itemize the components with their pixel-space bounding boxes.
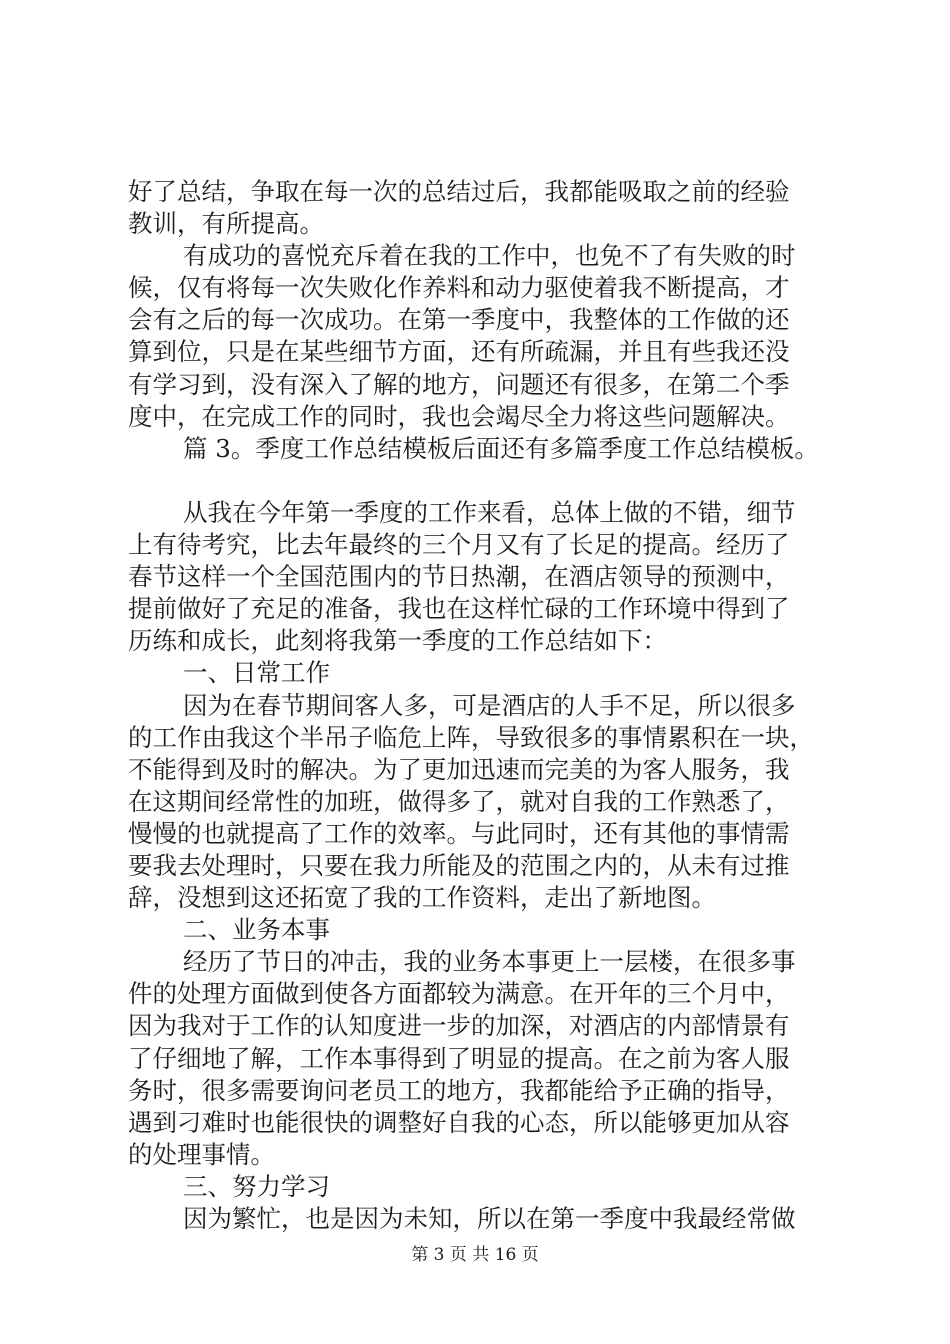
text-line: 算到位，只是在某些细节方面，还有所疏漏，并且有些我还没: [128, 337, 790, 367]
text-line: 好了总结，争取在每一次的总结过后，我都能吸取之前的经验: [128, 177, 790, 206]
text-line: 要我去处理时，只要在我力所能及的范围之内的，从未有过推: [128, 850, 790, 880]
text-line: 不能得到及时的解决。为了更加迅速而完美的为客人服务，我: [128, 754, 790, 784]
text-line: 辞，没想到这还拓宽了我的工作资料，走出了新地图。: [128, 883, 716, 913]
text-line: 因为在春节期间客人多，可是酒店的人手不足，所以很多: [183, 690, 796, 720]
blank-line: [128, 465, 828, 497]
text-line: 的工作由我这个半吊子临危上阵，导致很多的事情累积在一块，: [128, 722, 814, 752]
text-line: 的处理事情。: [128, 1139, 275, 1169]
document-body: [128, 176, 828, 1235]
text-line: 篇 3。季度工作总结模板后面还有多篇季度工作总结模板。: [183, 433, 819, 463]
text-line: 会有之后的每一次成功。在第一季度中，我整体的工作做的还: [128, 305, 790, 335]
text-line: 因为我对于工作的认知度进一步的加深，对酒店的内部情景有: [128, 1011, 790, 1041]
text-line: 候，仅有将每一次失败化作养料和动力驱使着我不断提高，才: [128, 273, 790, 303]
text-line: 从我在今年第一季度的工作来看，总体上做的不错，细节: [183, 497, 796, 527]
text-line: 教训，有所提高。: [128, 209, 324, 239]
text-line: 件的处理方面做到使各方面都较为满意。在开年的三个月中，: [128, 979, 790, 1009]
text-line: 经历了节日的冲击，我的业务本事更上一层楼，在很多事: [183, 947, 796, 977]
text-line: 了仔细地了解，工作本事得到了明显的提高。在之前为客人服: [128, 1043, 790, 1073]
text-line: 在这期间经常性的加班，做得多了，就对自我的工作熟悉了，: [128, 786, 790, 816]
text-line: 历练和成长，此刻将我第一季度的工作总结如下：: [128, 626, 667, 656]
text-line: 度中，在完成工作的同时，我也会竭尽全力将这些问题解决。: [128, 401, 790, 431]
text-line: 有学习到，没有深入了解的地方，问题还有很多，在第二个季: [128, 369, 790, 399]
text-line: 务时，很多需要询问老员工的地方，我都能给予正确的指导，: [128, 1075, 790, 1105]
text-line: 慢慢的也就提高了工作的效率。与此同时，还有其他的事情需: [128, 818, 790, 848]
text-line: 遇到刁难时也能很快的调整好自我的心态，所以能够更加从容: [128, 1107, 790, 1137]
text-line: 一、日常工作: [183, 658, 330, 688]
text-line: 三、努力学习: [183, 1171, 330, 1201]
text-line: 因为繁忙，也是因为未知，所以在第一季度中我最经常做: [183, 1204, 796, 1233]
text-line: 上有待考究，比去年最终的三个月又有了长足的提高。经历了: [128, 530, 790, 560]
text-line: 有成功的喜悦充斥着在我的工作中，也免不了有失败的时: [183, 241, 796, 271]
page-footer: 第 3 页 共 16 页: [411, 1245, 539, 1265]
text-line: 提前做好了充足的准备，我也在这样忙碌的工作环境中得到了: [128, 594, 790, 624]
text-line: 二、业务本事: [183, 915, 330, 945]
text-line: 春节这样一个全国范围内的节日热潮，在酒店领导的预测中，: [128, 562, 790, 592]
